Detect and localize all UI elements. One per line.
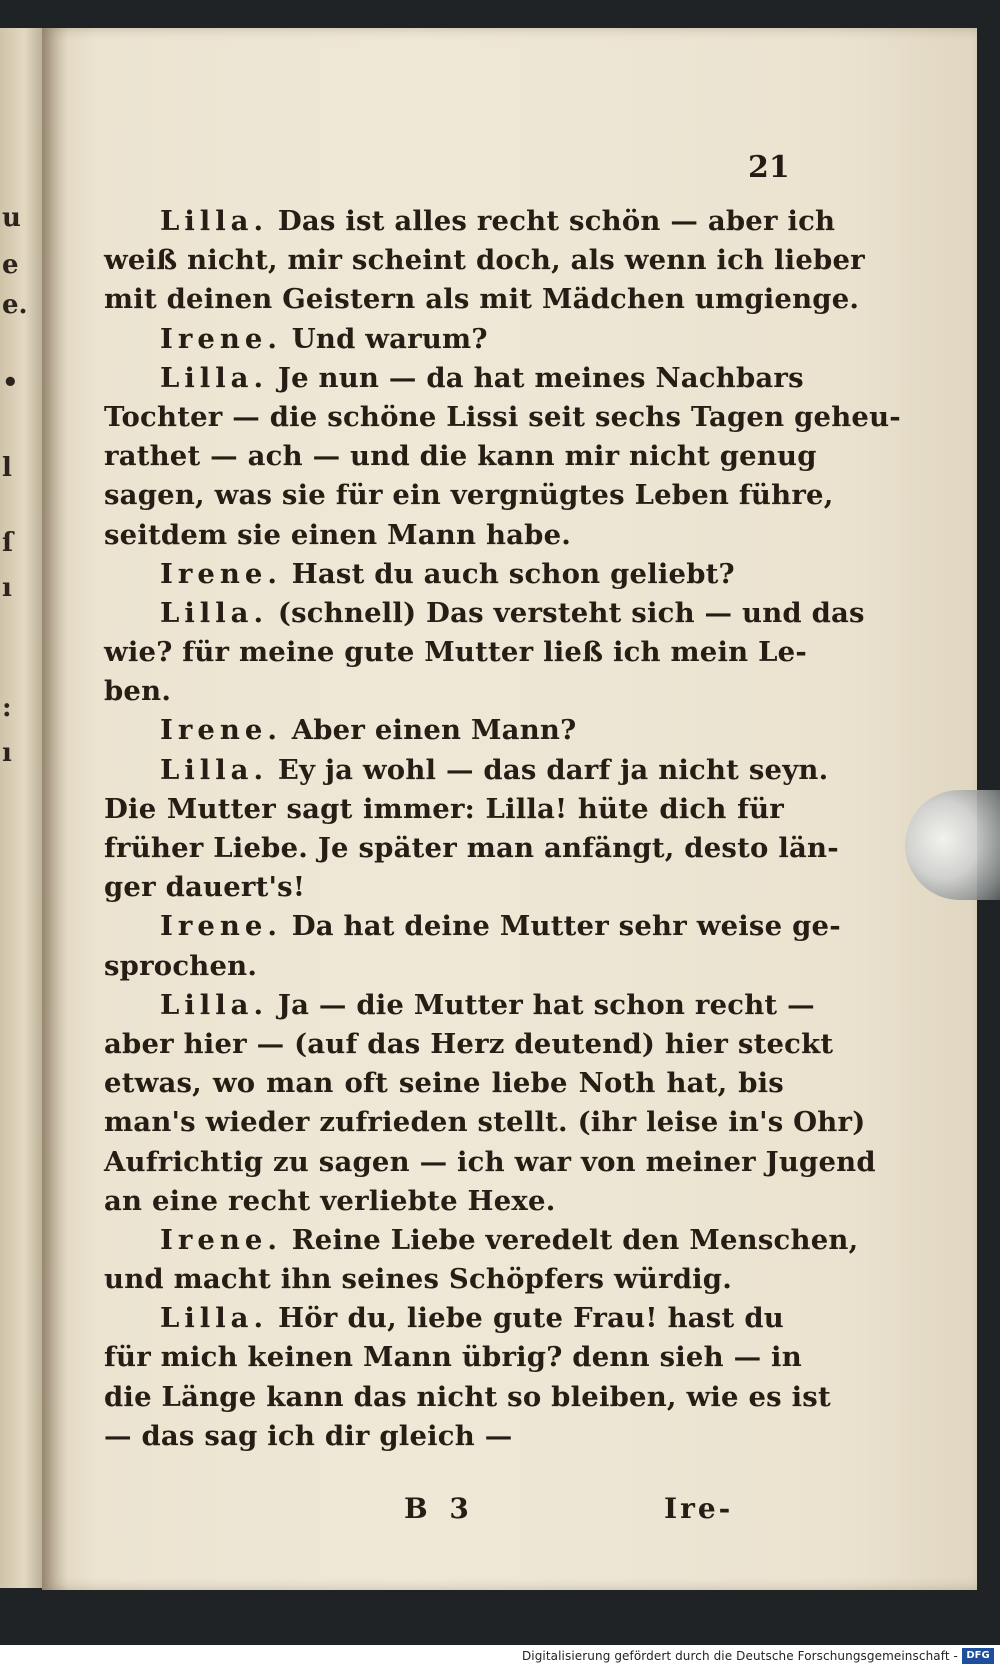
text-line — [104, 1338, 802, 1377]
line-text: Aufrichtig zu sagen — ich war von meiner Jugend — [104, 1145, 876, 1178]
text-line — [104, 868, 784, 907]
credit-bar — [0, 1645, 1000, 1669]
speaker-name: Irene. — [160, 910, 282, 943]
speaker-name: Lilla. — [160, 753, 269, 786]
speaker-name: Lilla. — [160, 1302, 269, 1335]
prev-page-fragment: ı — [2, 738, 12, 768]
line-text: (schnell) Das versteht sich — und das — [277, 596, 865, 629]
text-line — [104, 241, 865, 280]
text-line — [104, 320, 784, 359]
text-line — [104, 1025, 834, 1064]
signature-mark: B 3 — [404, 1492, 475, 1525]
page-footer — [104, 1492, 784, 1532]
line-text: — das sag ich dir gleich — — [104, 1419, 513, 1452]
gutter-shadow — [42, 28, 68, 1590]
line-text: an eine recht verliebte Hexe. — [104, 1184, 556, 1217]
speaker-name: Irene. — [160, 557, 282, 590]
text-line — [104, 711, 784, 750]
line-text: Hör du, liebe gute Frau! hast du — [278, 1302, 784, 1335]
speaker-name: Lilla. — [160, 205, 269, 237]
prev-page-fragment: ı — [2, 573, 12, 603]
line-text: Und warum? — [291, 322, 488, 355]
text-line — [104, 202, 836, 241]
prev-page-fragment: l — [2, 453, 12, 483]
text-line — [104, 1064, 784, 1103]
speaker-name: Lilla. — [160, 596, 269, 629]
text-line — [104, 790, 784, 829]
line-text: Aber einen Mann? — [291, 714, 577, 747]
speaker-name: Irene. — [160, 714, 282, 747]
line-text: weiß nicht, mir scheint doch, als wenn ich lieber — [104, 244, 865, 277]
line-text: Hast du auch schon geliebt? — [291, 557, 735, 590]
text-line — [104, 1417, 784, 1456]
line-text: und macht ihn seines Schöpfers würdig. — [104, 1263, 732, 1296]
line-text: Je nun — da hat meines Nachbars — [277, 361, 804, 394]
line-text: für mich keinen Mann übrig? denn sieh — in — [104, 1341, 802, 1374]
text-line — [104, 1103, 866, 1142]
line-text: sagen, was sie für ein vergnügtes Leben führe, — [104, 479, 834, 512]
text-line — [104, 476, 834, 515]
text-line — [104, 398, 901, 437]
line-text: man's wieder zufrieden stellt. (ihr leise in's Ohr) — [104, 1106, 866, 1139]
line-text: früher Liebe. Je später man anfängt, desto län- — [104, 832, 839, 864]
line-text: ben. — [104, 675, 172, 708]
line-text: seitdem sie einen Mann habe. — [104, 518, 572, 551]
line-text: rathet — ach — und die kann mir nicht genug — [104, 440, 817, 473]
text-line — [104, 1182, 784, 1221]
dfg-logo: DFG — [962, 1648, 994, 1664]
prev-page-fragment: u — [2, 203, 21, 233]
line-text: sprochen. — [104, 949, 258, 982]
line-text: die Länge kann das nicht so bleiben, wie es ist — [104, 1380, 831, 1413]
line-text: Das ist alles recht schön — aber ich — [277, 205, 836, 237]
catchword: Ire- — [664, 1492, 734, 1525]
text-line — [104, 555, 784, 594]
line-text: Da hat deine Mutter sehr weise ge- — [291, 910, 841, 943]
text-line — [104, 280, 860, 319]
text-line — [104, 907, 841, 946]
text-line — [104, 1260, 784, 1299]
text-line — [104, 986, 815, 1025]
line-text: aber hier — (auf das Herz deutend) hier steckt — [104, 1027, 834, 1060]
text-line — [104, 829, 839, 868]
prev-page-fragment: e — [2, 250, 19, 280]
text-line — [104, 633, 807, 672]
line-text: ger dauert's! — [104, 871, 306, 904]
page-number: 21 — [748, 150, 790, 185]
page-text — [104, 202, 901, 1456]
text-line — [104, 672, 784, 711]
text-line — [104, 1299, 784, 1338]
line-text: mit deinen Geistern als mit Mädchen umgienge. — [104, 283, 860, 316]
text-line — [104, 359, 804, 398]
text-line — [104, 437, 817, 476]
speaker-name: Lilla. — [160, 988, 269, 1021]
previous-page-edge — [0, 28, 44, 1588]
line-text: wie? für meine gute Mutter ließ ich mein Le- — [104, 636, 807, 669]
line-text: Tochter — die schöne Lissi seit sechs Tagen geheu- — [104, 400, 901, 433]
text-line — [104, 1221, 859, 1260]
text-line — [104, 1378, 831, 1417]
credit-text: Digitalisierung gefördert durch die Deutsche Forschungsgemeinschaft - — [521, 1649, 958, 1663]
speaker-name: Irene. — [160, 1223, 282, 1256]
text-line — [104, 947, 784, 986]
prev-page-fragment: e. — [2, 290, 28, 320]
line-text: Ja — die Mutter hat schon recht — — [277, 988, 815, 1021]
text-line — [104, 751, 829, 790]
prev-page-fragment: • — [2, 368, 19, 398]
prev-page-fragment: ſ — [2, 528, 14, 558]
speaker-name: Lilla. — [160, 361, 269, 394]
text-line — [104, 516, 784, 555]
line-text: Die Mutter sagt immer: Lilla! hüte dich für — [104, 792, 784, 825]
speaker-name: Irene. — [160, 322, 282, 355]
text-line — [104, 594, 865, 633]
line-text: etwas, wo man oft seine liebe Noth hat, bis — [104, 1067, 784, 1100]
text-line — [104, 1143, 876, 1182]
line-text: Reine Liebe veredelt den Menschen, — [291, 1223, 859, 1256]
line-text: Ey ja wohl — das darf ja nicht seyn. — [277, 753, 829, 786]
prev-page-fragment: : — [2, 693, 12, 723]
